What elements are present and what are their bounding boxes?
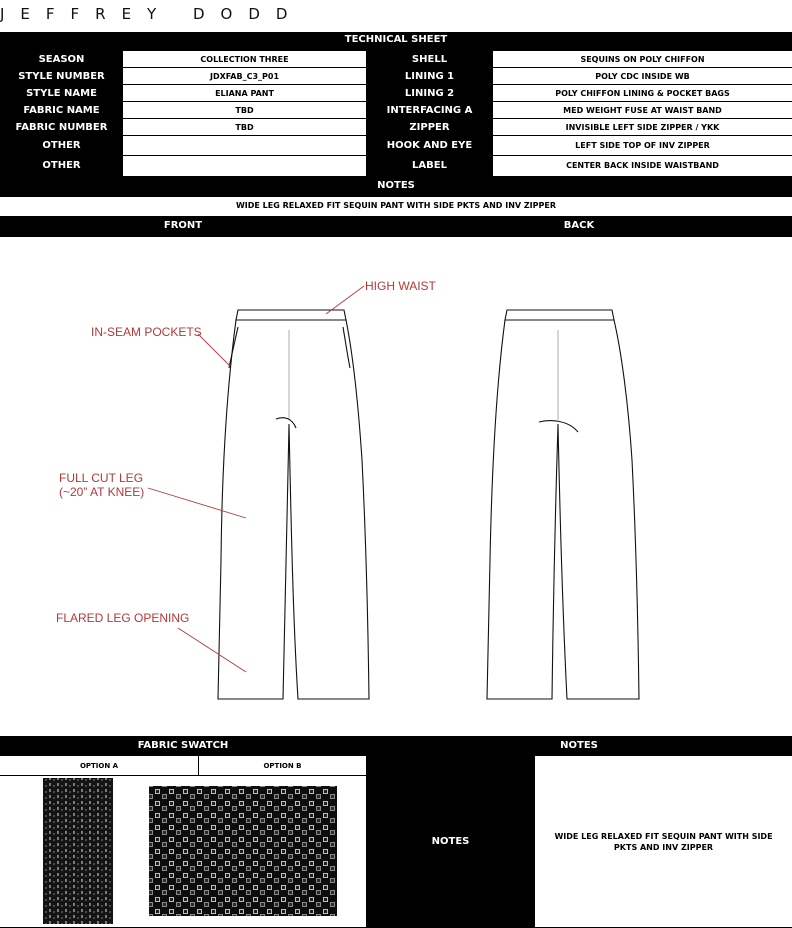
spec-label-left: STYLE NAME bbox=[26, 88, 97, 99]
option-b-label: OPTION B bbox=[199, 756, 366, 776]
spec-row bbox=[0, 85, 792, 102]
spec-value-right: SEQUINS ON POLY CHIFFON bbox=[493, 51, 792, 67]
swatch-option-b bbox=[149, 786, 337, 916]
swatch-images bbox=[0, 776, 366, 928]
brand-logo: JEFFREY DODD bbox=[0, 5, 304, 23]
flat-sketch-area bbox=[0, 237, 792, 735]
back-label: BACK bbox=[563, 220, 595, 231]
callout-flared-leg-opening: FLARED LEG OPENING bbox=[56, 611, 190, 625]
spec-value-right: INVISIBLE LEFT SIDE ZIPPER / YKK bbox=[493, 119, 792, 135]
spec-row bbox=[0, 136, 792, 156]
spec-label-left: SEASON bbox=[38, 54, 85, 65]
back-pant-sketch bbox=[487, 310, 639, 699]
spec-row bbox=[0, 119, 792, 136]
spec-label-left: OTHER bbox=[42, 160, 81, 171]
fabric-swatch-header: FABRIC SWATCH bbox=[0, 736, 366, 756]
spec-label-right: SHELL bbox=[411, 54, 448, 65]
spec-label-right: INTERFACING A bbox=[386, 105, 473, 116]
spec-label-right: LINING 1 bbox=[404, 71, 455, 82]
spec-row bbox=[0, 51, 792, 68]
spec-value-left: ELIANA PANT bbox=[123, 85, 366, 101]
views-bar bbox=[0, 216, 792, 237]
front-pant-sketch bbox=[218, 310, 369, 699]
option-a-label: OPTION A bbox=[0, 756, 199, 776]
callout-full-cut-leg: FULL CUT LEG bbox=[59, 471, 144, 485]
spec-value-left: JDXFAB_C3_P01 bbox=[123, 68, 366, 84]
front-label: FRONT bbox=[163, 220, 203, 231]
spec-value-right: LEFT SIDE TOP OF INV ZIPPER bbox=[493, 136, 792, 155]
bottom-notes-text: WIDE LEG RELAXED FIT SEQUIN PANT WITH SIDE PKTS AND INV ZIPPER bbox=[535, 756, 792, 928]
spec-row bbox=[0, 156, 792, 176]
spec-label-left: OTHER bbox=[42, 140, 81, 151]
spec-value-right: MED WEIGHT FUSE AT WAIST BAND bbox=[493, 102, 792, 118]
spec-label-right: LABEL bbox=[412, 160, 447, 171]
swatch-option-a bbox=[43, 778, 113, 924]
technical-sheet-title: TECHNICAL SHEET bbox=[0, 32, 792, 48]
spec-value-right: POLY CHIFFON LINING & POCKET BAGS bbox=[493, 85, 792, 101]
spec-row bbox=[0, 102, 792, 119]
callout-in-seam-pockets: IN-SEAM POCKETS bbox=[91, 325, 202, 339]
spec-label-left: FABRIC NUMBER bbox=[15, 122, 108, 133]
spec-label-right: ZIPPER bbox=[409, 122, 450, 133]
spec-label-left: STYLE NUMBER bbox=[18, 71, 105, 82]
spec-table bbox=[0, 48, 792, 177]
spec-value-left: COLLECTION THREE bbox=[123, 51, 366, 67]
spec-label-right: LINING 2 bbox=[404, 88, 455, 99]
spec-label-left: FABRIC NAME bbox=[23, 105, 100, 116]
spec-label-right: HOOK AND EYE bbox=[386, 140, 473, 151]
spec-value-left bbox=[123, 156, 366, 176]
bottom-notes-label: NOTES bbox=[366, 756, 535, 928]
notes-text: WIDE LEG RELAXED FIT SEQUIN PANT WITH SIDE PKTS AND INV ZIPPER bbox=[0, 197, 792, 216]
bottom-notes-header: NOTES bbox=[366, 736, 792, 756]
spec-value-left: TBD bbox=[123, 102, 366, 118]
spec-value-left: TBD bbox=[123, 119, 366, 135]
spec-value-right: POLY CDC INSIDE WB bbox=[493, 68, 792, 84]
callout-knee-width: (~20” AT KNEE) bbox=[59, 485, 145, 499]
spec-row bbox=[0, 68, 792, 85]
callout-high-waist: HIGH WAIST bbox=[365, 279, 436, 293]
spec-value-right: CENTER BACK INSIDE WAISTBAND bbox=[493, 156, 792, 176]
spec-value-left bbox=[123, 136, 366, 155]
notes-header: NOTES bbox=[0, 177, 792, 197]
